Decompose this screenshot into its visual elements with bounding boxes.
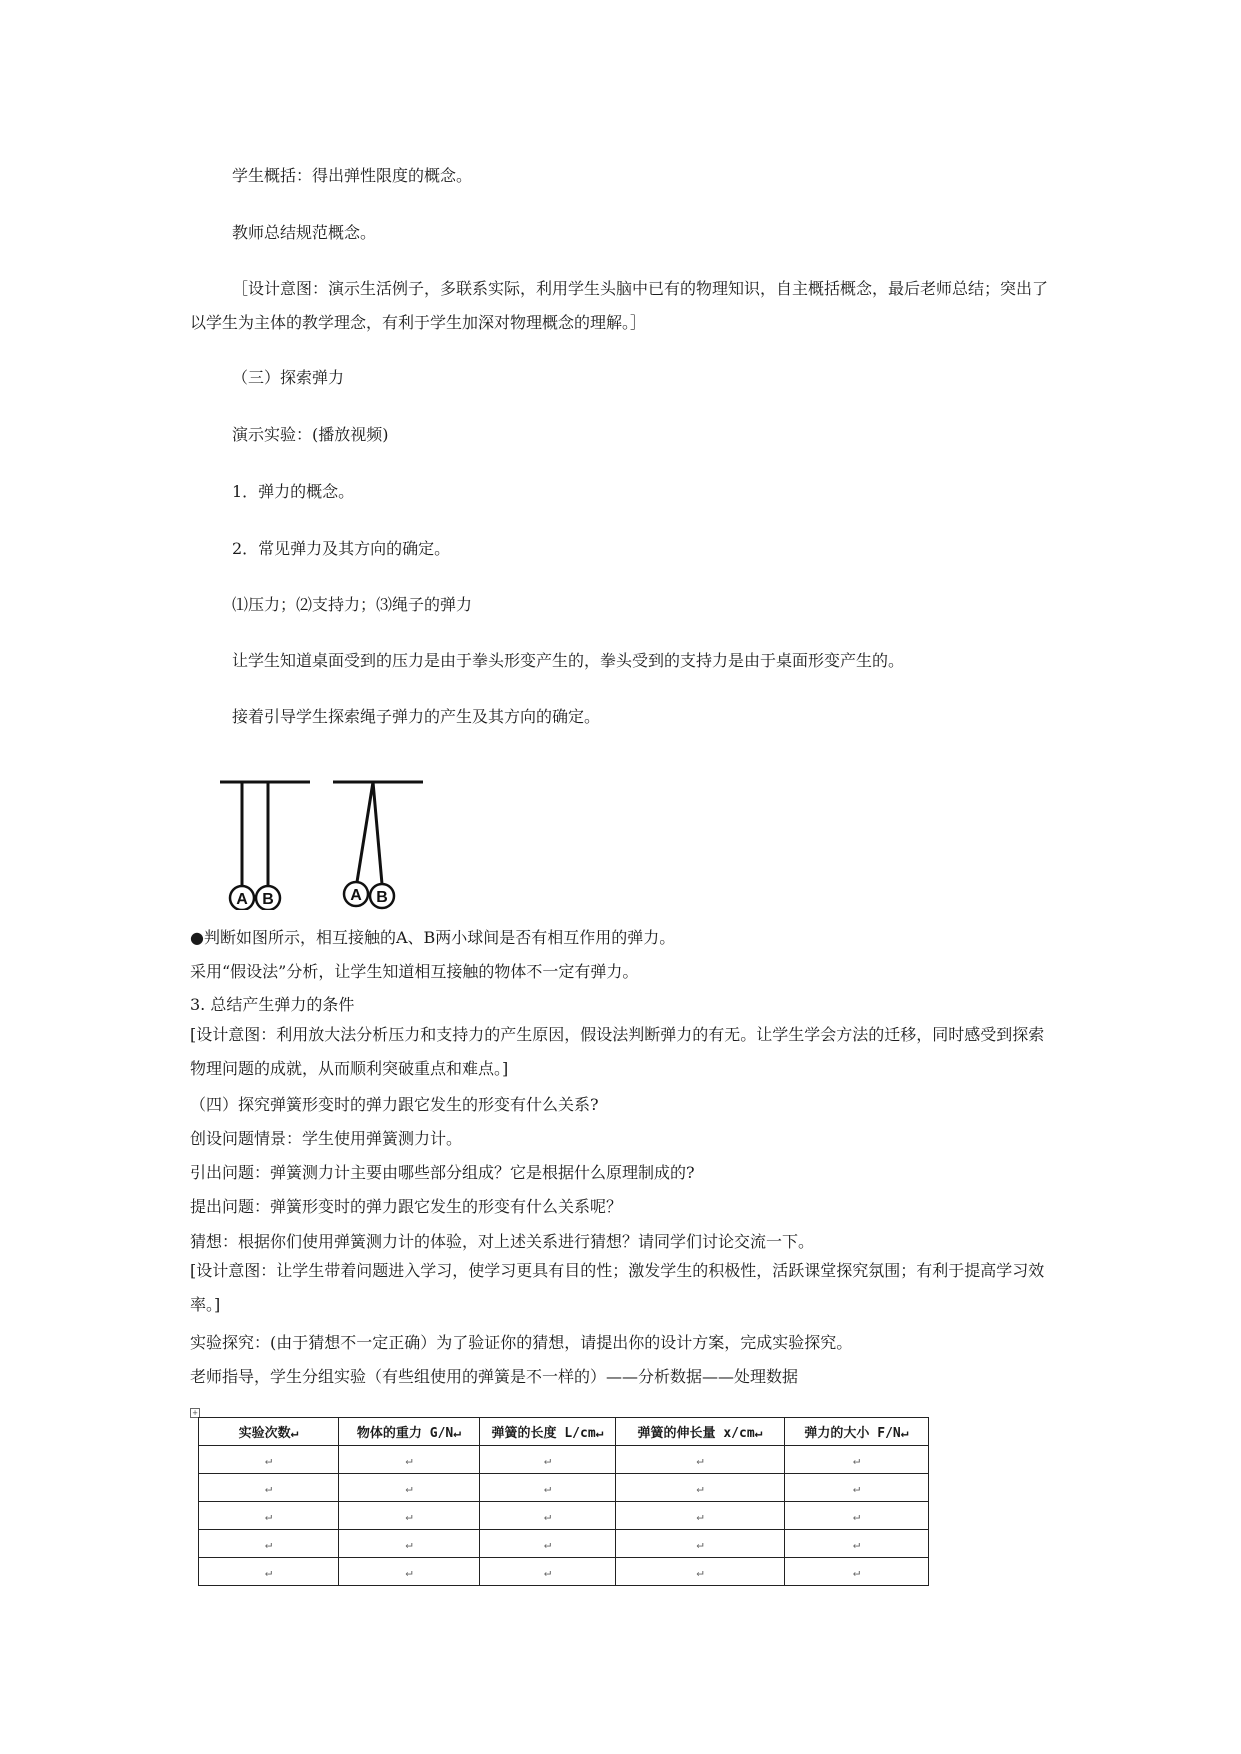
- table-cell[interactable]: ↵: [339, 1530, 480, 1558]
- table-move-handle-icon[interactable]: +: [190, 1408, 200, 1418]
- label-b-right: B: [376, 889, 388, 906]
- table-cell[interactable]: ↵: [480, 1558, 616, 1586]
- text-line: ⑴压力；⑵支持力；⑶绳子的弹力: [232, 595, 473, 614]
- table-cell[interactable]: ↵: [480, 1530, 616, 1558]
- string-b-right: [373, 782, 382, 884]
- table-row: [199, 1558, 929, 1586]
- table-row: [199, 1474, 929, 1502]
- text-line: 3. 总结产生弹力的条件: [190, 995, 355, 1014]
- text-line: 接着引导学生探索绳子弹力的产生及其方向的确定。: [232, 707, 601, 726]
- table-header-cell: 弹簧的长度 L/cm↵: [480, 1418, 616, 1446]
- label-a-right: A: [350, 887, 362, 904]
- table-cell[interactable]: ↵: [616, 1474, 785, 1502]
- table-header-cell: 物体的重力 G/N↵: [339, 1418, 480, 1446]
- text-line: 演示实验：(播放视频): [232, 425, 389, 444]
- table-cell[interactable]: ↵: [785, 1530, 929, 1558]
- table-cell[interactable]: ↵: [480, 1446, 616, 1474]
- label-a-left: A: [236, 891, 248, 908]
- table-header-cell: 实验次数↵: [199, 1418, 339, 1446]
- text-line: 提出问题：弹簧形变时的弹力跟它发生的形变有什么关系呢？: [190, 1197, 623, 1216]
- label-b-left: B: [262, 891, 274, 908]
- text-line: 猜想：根据你们使用弹簧测力计的体验，对上述关系进行猜想？请同学们讨论交流一下。: [190, 1232, 815, 1251]
- table-cell[interactable]: ↵: [199, 1530, 339, 1558]
- design-intent-paragraph: [设计意图：利用放大法分析压力和支持力的产生原因，假设法判断弹力的有无。让学生学会方法的迁移，同时感受到探索物理问题的成就，从而顺利突破重点和难点。]: [190, 1025, 1045, 1078]
- table-cell[interactable]: ↵: [480, 1474, 616, 1502]
- table-cell[interactable]: ↵: [339, 1502, 480, 1530]
- table-cell[interactable]: ↵: [480, 1502, 616, 1530]
- table-row: [199, 1446, 929, 1474]
- table-cell[interactable]: ↵: [199, 1446, 339, 1474]
- text-line: 学生概括：得出弹性限度的概念。: [232, 166, 473, 185]
- table-cell[interactable]: ↵: [616, 1530, 785, 1558]
- table-cell[interactable]: ↵: [785, 1474, 929, 1502]
- table-cell[interactable]: ↵: [785, 1558, 929, 1586]
- pendulum-figure: [215, 770, 445, 910]
- text-line: ●判断如图所示，相互接触的A、B两小球间是否有相互作用的弹力。: [190, 928, 676, 947]
- section-heading: （三）探索弹力: [232, 368, 345, 387]
- table-cell[interactable]: ↵: [785, 1502, 929, 1530]
- table-row: [199, 1530, 929, 1558]
- table-header-row: [199, 1418, 929, 1446]
- table-header-cell: 弹簧的伸长量 x/cm↵: [616, 1418, 785, 1446]
- text-line: 采用“假设法”分析，让学生知道相互接触的物体不一定有弹力。: [190, 962, 639, 981]
- string-a-right: [357, 782, 373, 882]
- table-cell[interactable]: ↵: [199, 1558, 339, 1586]
- table-cell[interactable]: ↵: [339, 1558, 480, 1586]
- text-line: 创设问题情景：学生使用弹簧测力计。: [190, 1129, 463, 1148]
- design-intent-paragraph: [设计意图：让学生带着问题进入学习，使学习更具有目的性；激发学生的积极性，活跃课堂探究氛围；有利于提高学习效率。]: [190, 1261, 1045, 1314]
- text-line: 2．常见弹力及其方向的确定。: [232, 539, 451, 558]
- table-cell[interactable]: ↵: [339, 1474, 480, 1502]
- table-cell[interactable]: ↵: [785, 1446, 929, 1474]
- text-line: 让学生知道桌面受到的压力是由于拳头形变产生的，拳头受到的支持力是由于桌面形变产生的。: [232, 651, 905, 670]
- table-cell[interactable]: ↵: [199, 1474, 339, 1502]
- table-cell[interactable]: ↵: [339, 1446, 480, 1474]
- table-cell[interactable]: ↵: [616, 1558, 785, 1586]
- table-row: [199, 1502, 929, 1530]
- text-line: 1．弹力的概念。: [232, 482, 355, 501]
- table-cell[interactable]: ↵: [616, 1502, 785, 1530]
- table-header-cell: 弹力的大小 F/N↵: [785, 1418, 929, 1446]
- design-intent-paragraph: ［设计意图：演示生活例子，多联系实际，利用学生头脑中已有的物理知识，自主概括概念，最后老师总结；突出了以学生为主体的教学理念，有利于学生加深对物理概念的理解。］: [190, 279, 1049, 332]
- text-line: 教师总结规范概念。: [232, 223, 377, 242]
- table-cell[interactable]: ↵: [616, 1446, 785, 1474]
- text-line: 老师指导，学生分组实验（有些组使用的弹簧是不一样的）——分析数据——处理数据: [190, 1367, 799, 1386]
- table-cell[interactable]: ↵: [199, 1502, 339, 1530]
- text-line: 引出问题：弹簧测力计主要由哪些部分组成？它是根据什么原理制成的?: [190, 1163, 695, 1182]
- section-heading: （四）探究弹簧形变时的弹力跟它发生的形变有什么关系?: [190, 1095, 599, 1114]
- text-line: 实验探究：(由于猜想不一定正确）为了验证你的猜想，请提出你的设计方案，完成实验探究。: [190, 1333, 853, 1352]
- data-table: [198, 1417, 929, 1586]
